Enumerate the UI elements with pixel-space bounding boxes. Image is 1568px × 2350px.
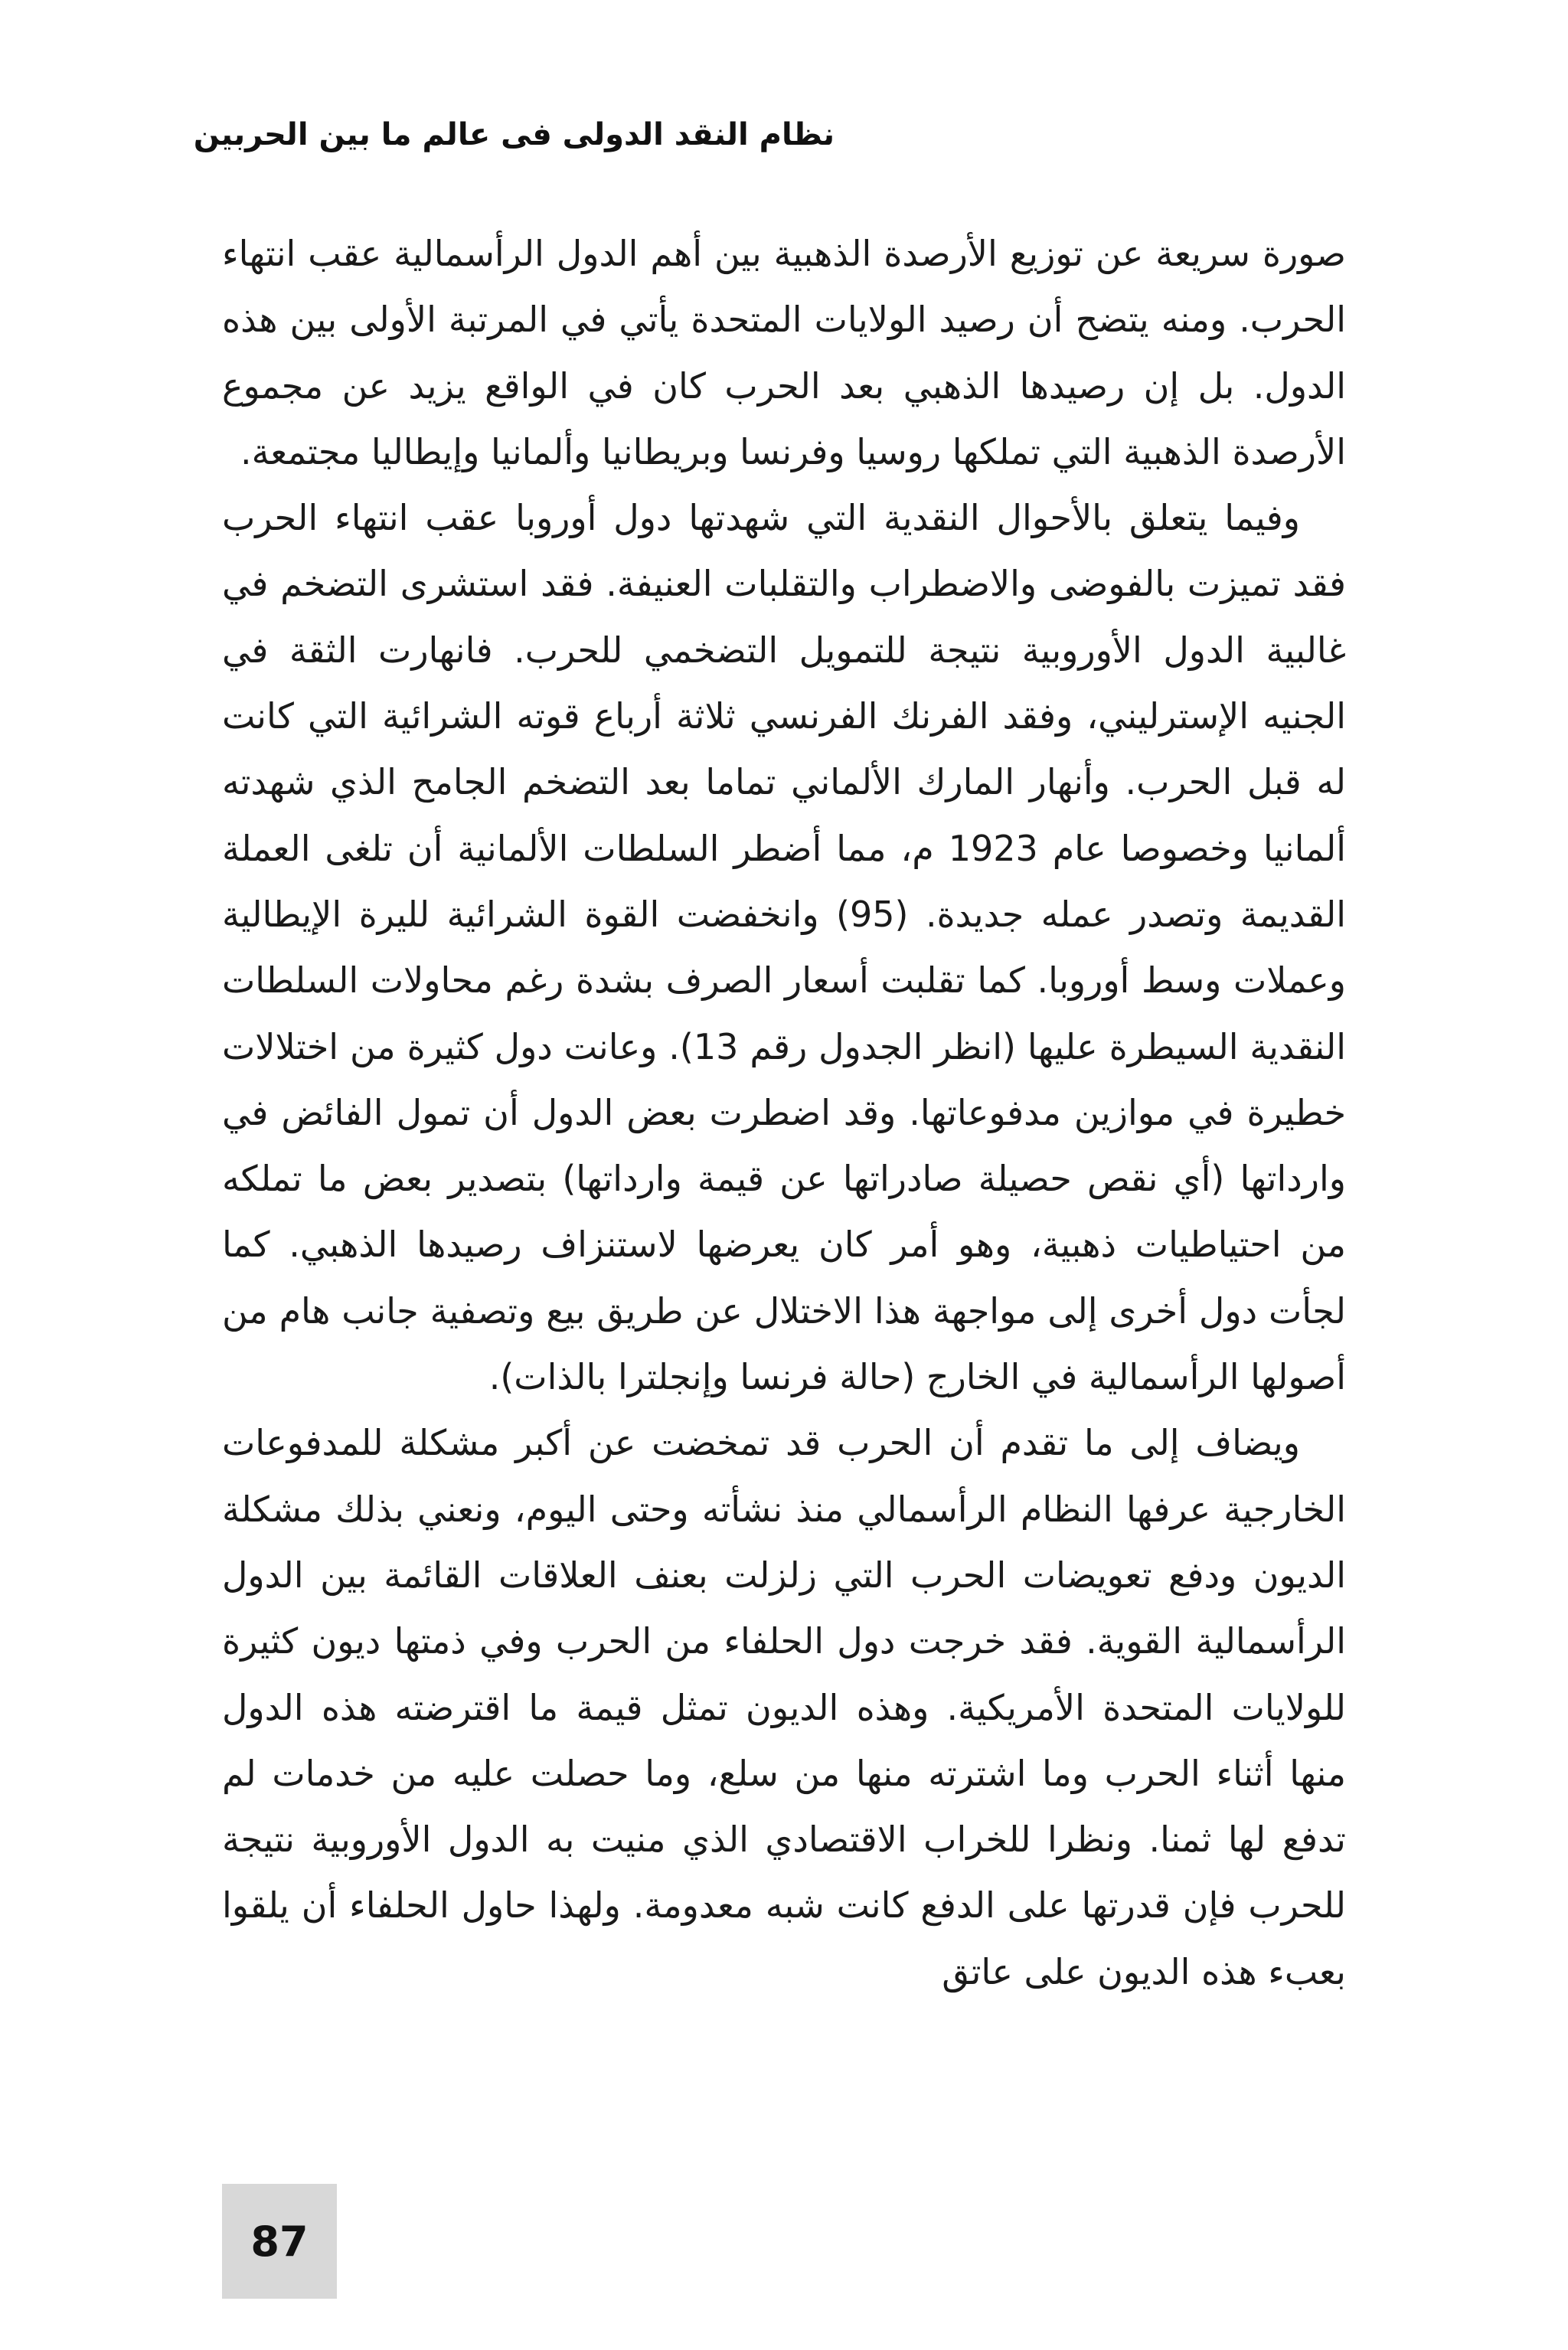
page-number-box [222,2184,337,2299]
body-text [222,221,1346,2005]
page-number: 87 [250,2217,309,2266]
paragraph: وفيما يتعلق بالأحوال النقدية التي شهدتها دول أوروبا عقب انتهاء الحرب فقد تميزت بالفوضى والاضطراب والتقلبات العنيفة. فقد استشرى التضخم في غالبية الدول الأوروبية نتيجة للتمويل التضخمي للحرب. فانهارت الثقة في الجنيه الإسترليني، وفقد الفرنك الفرنسي ثلاثة أرباع قوته الشرائية التي كانت له قبل الحرب. وأنهار المارك الألماني تماما بعد التضخم الجامح الذي شهدته ألمانيا وخصوصا عام 1923 م، مما أضطر السلطات الألمانية أن تلغى العملة القديمة وتصدر عمله جديدة. (95) وانخفضت القوة الشرائية لليرة الإيطالية وعملات وسط أوروبا. كما تقلبت أسعار الصرف بشدة رغم محاولات السلطات النقدية السيطرة عليها (انظر الجدول رقم 13). وعانت دول كثيرة من اختلالات خطيرة في موازين مدفوعاتها. وقد اضطرت بعض الدول أن تمول الفائض في وارداتها (أي نقص حصيلة صادراتها عن قيمة وارداتها) بتصدير بعض ما تملكه من احتياطيات ذهبية، وهو أمر كان يعرضها لاستنزاف رصيدها الذهبي. كما لجأت دول أخرى إلى مواجهة هذا الاختلال عن طريق بيع وتصفية جانب هام من أصولها الرأسمالية في الخارج (حالة فرنسا وإنجلترا بالذات). [222,497,1346,1398]
paragraph: ويضاف إلى ما تقدم أن الحرب قد تمخضت عن أكبر مشكلة للمدفوعات الخارجية عرفها النظام الرأسمالي منذ نشأته وحتى اليوم، ونعني بذلك مشكلة الديون ودفع تعويضات الحرب التي زلزلت بعنف العلاقات القائمة بين الدول الرأسمالية القوية. فقد خرجت دول الحلفاء من الحرب وفي ذمتها ديون كثيرة للولايات المتحدة الأمريكية. وهذه الديون تمثل قيمة ما اقترضته هذه الدول منها أثناء الحرب وما اشترته منها من سلع، وما حصلت عليه من خدمات لم تدفع لها ثمنا. ونظرا للخراب الاقتصادي الذي منيت به الدول الأوروبية نتيجة للحرب فإن قدرتها على الدفع كانت شبه معدومة. ولهذا حاول الحلفاء أن يلقوا بعبء هذه الديون على عاتق [222,1422,1346,1992]
paragraph: صورة سريعة عن توزيع الأرصدة الذهبية بين أهم الدول الرأسمالية عقب انتهاء الحرب. ومنه يتضح أن رصيد الولايات المتحدة يأتي في المرتبة الأولى بين هذه الدول. بل إن رصيدها الذهبي بعد الحرب كان في الواقع يزيد عن مجموع الأرصدة الذهبية التي تملكها روسيا وفرنسا وبريطانيا وألمانيا وإيطاليا مجتمعة. [222,233,1346,472]
running-head-title: نظام النقد الدولى فى عالم ما بين الحربين [193,117,835,152]
